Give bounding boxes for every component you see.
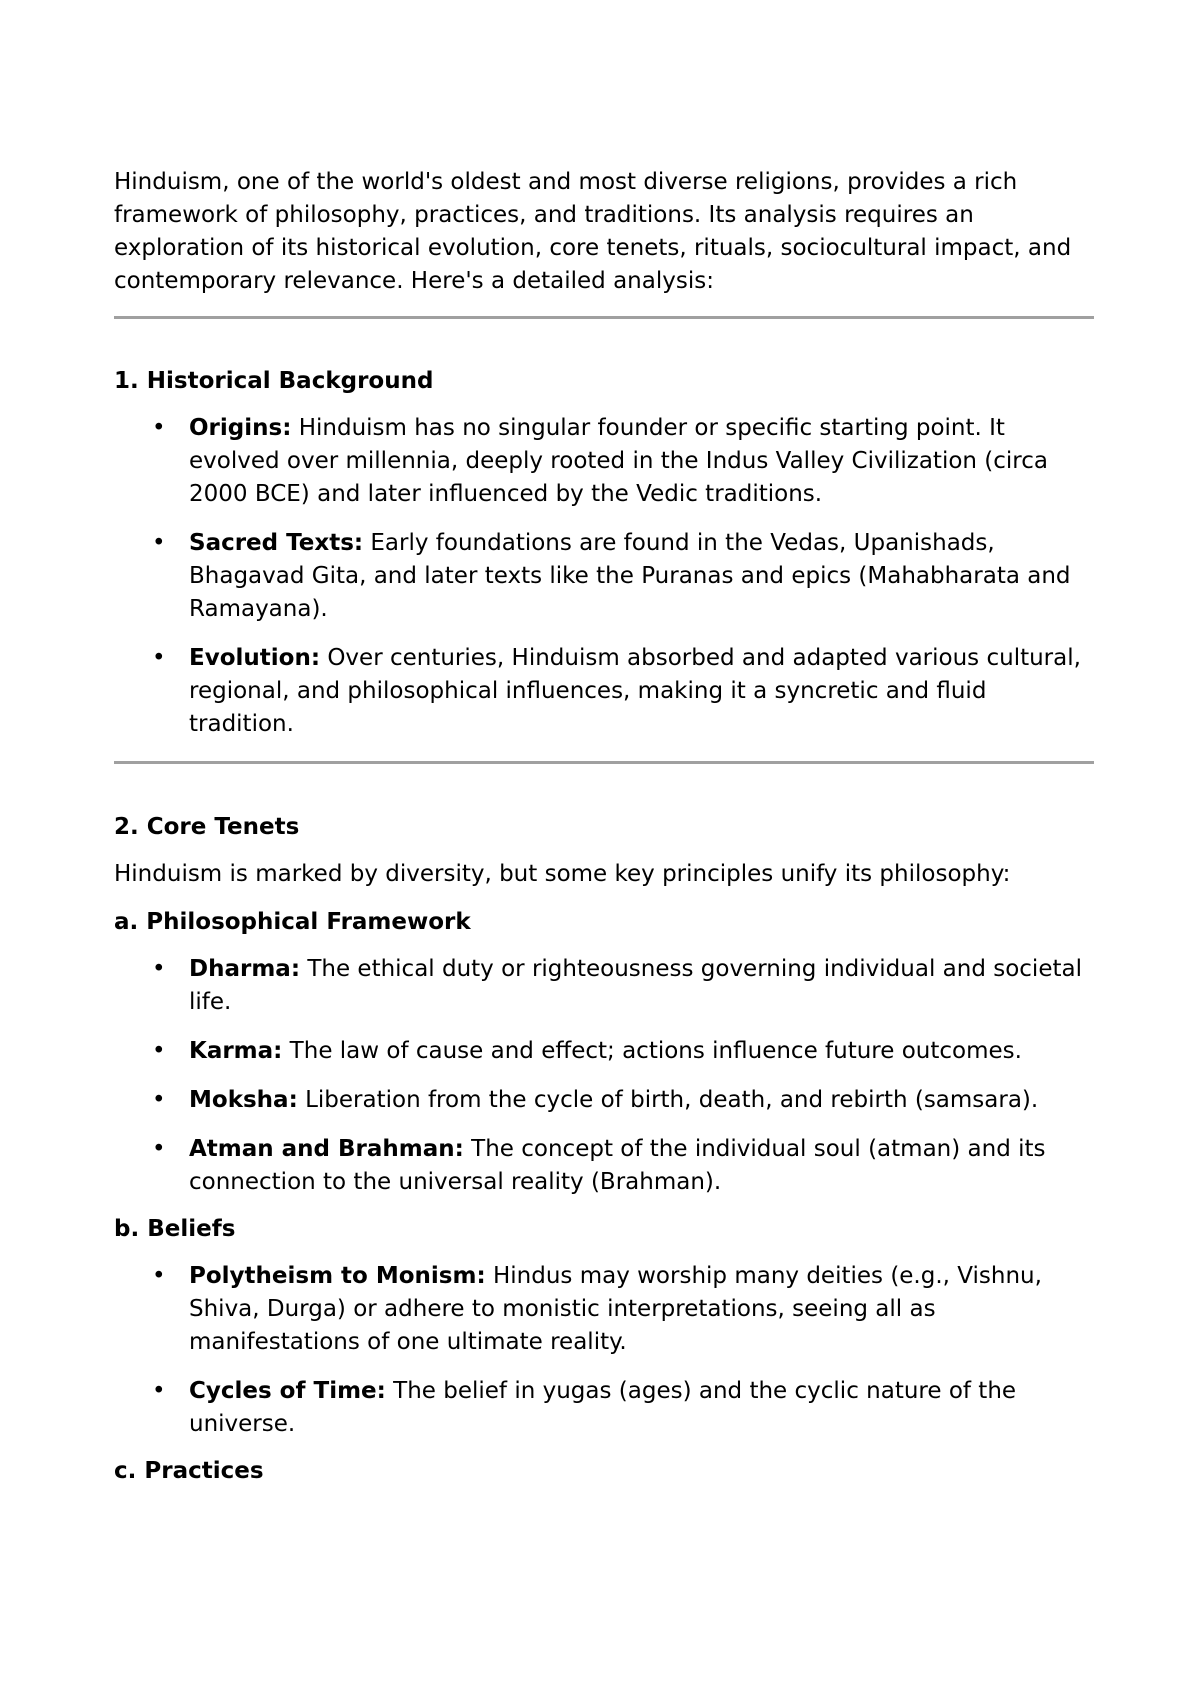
bullet-icon: • <box>152 1087 166 1113</box>
list-item-text: The concept of the individual soul (atman) and its connection to the universal reality (Brahman). <box>189 1136 1046 1195</box>
list-item <box>114 1133 1094 1199</box>
list-item-term: Evolution: <box>189 645 321 671</box>
core-tenets-lead: Hinduism is marked by diversity, but some key principles unify its philosophy: <box>114 861 1011 887</box>
list-item-term: Moksha: <box>189 1087 298 1113</box>
subheading-beliefs: b. Beliefs <box>114 1216 236 1242</box>
list-item-term: Origins: <box>189 415 292 441</box>
list-item <box>114 527 1094 626</box>
bullet-icon: • <box>152 1263 166 1289</box>
list-item-text: Over centuries, Hinduism absorbed and adapted various cultural, regional, and philosophical influences, making it a syncretic and fluid tradition. <box>189 645 1081 737</box>
bullet-icon: • <box>152 1038 166 1064</box>
subheading-philosophical-framework: a. Philosophical Framework <box>114 909 471 935</box>
section-divider <box>114 761 1094 764</box>
section-divider <box>114 316 1094 319</box>
list-item-text: Hinduism has no singular founder or specific starting point. It evolved over millennia, deeply rooted in the Indus Valley Civilization (circa 2000 BCE) and later influenced by the Vedic traditions. <box>189 415 1048 507</box>
intro-paragraph: Hinduism, one of the world's oldest and most diverse religions, provides a rich framework of philosophy, practices, and traditions. Its analysis requires an exploration of its historical evolution, core tenets, rituals, sociocultural impact, and contemporary relevance. Here's a detailed analysis: <box>114 169 1072 294</box>
list-item-text: The belief in yugas (ages) and the cyclic nature of the universe. <box>189 1378 1017 1437</box>
bullet-icon: • <box>152 1136 166 1162</box>
section-heading-core-tenets: 2. Core Tenets <box>114 814 300 840</box>
list-item <box>114 953 1094 1019</box>
bullet-icon: • <box>152 645 166 671</box>
section-heading-historical-background: 1. Historical Background <box>114 368 434 394</box>
philosophical-framework-list <box>114 953 1094 1199</box>
list-item-term: Sacred Texts: <box>189 530 364 556</box>
list-item-text: The law of cause and effect; actions influence future outcomes. <box>282 1038 1022 1064</box>
list-item-term: Polytheism to Monism: <box>189 1263 486 1289</box>
list-item-term: Dharma: <box>189 956 301 982</box>
list-item <box>114 412 1094 511</box>
list-item <box>114 1035 1094 1068</box>
list-item-text: Early foundations are found in the Vedas, Upanishads, Bhagavad Gita, and later texts like the Puranas and epics (Mahabharata and Ramayana). <box>189 530 1071 622</box>
bullet-icon: • <box>152 1378 166 1404</box>
subheading-practices: c. Practices <box>114 1458 264 1484</box>
bullet-icon: • <box>152 415 166 441</box>
bullet-icon: • <box>152 530 166 556</box>
list-item <box>114 642 1094 741</box>
list-item-term: Karma: <box>189 1038 283 1064</box>
list-item-text: Hindus may worship many deities (e.g., Vishnu, Shiva, Durga) or adhere to monistic interpretations, seeing all as manifestations of one ultimate reality. <box>189 1263 1042 1355</box>
list-item-text: Liberation from the cycle of birth, death, and rebirth (samsara). <box>297 1087 1039 1113</box>
historical-background-list <box>114 412 1094 741</box>
list-item <box>114 1375 1094 1441</box>
list-item <box>114 1260 1094 1359</box>
list-item <box>114 1084 1094 1117</box>
bullet-icon: • <box>152 956 166 982</box>
list-item-term: Cycles of Time: <box>189 1378 386 1404</box>
document-page <box>114 166 1094 1502</box>
beliefs-list <box>114 1260 1094 1441</box>
list-item-text: The ethical duty or righteousness governing individual and societal life. <box>189 956 1082 1015</box>
list-item-term: Atman and Brahman: <box>189 1136 464 1162</box>
